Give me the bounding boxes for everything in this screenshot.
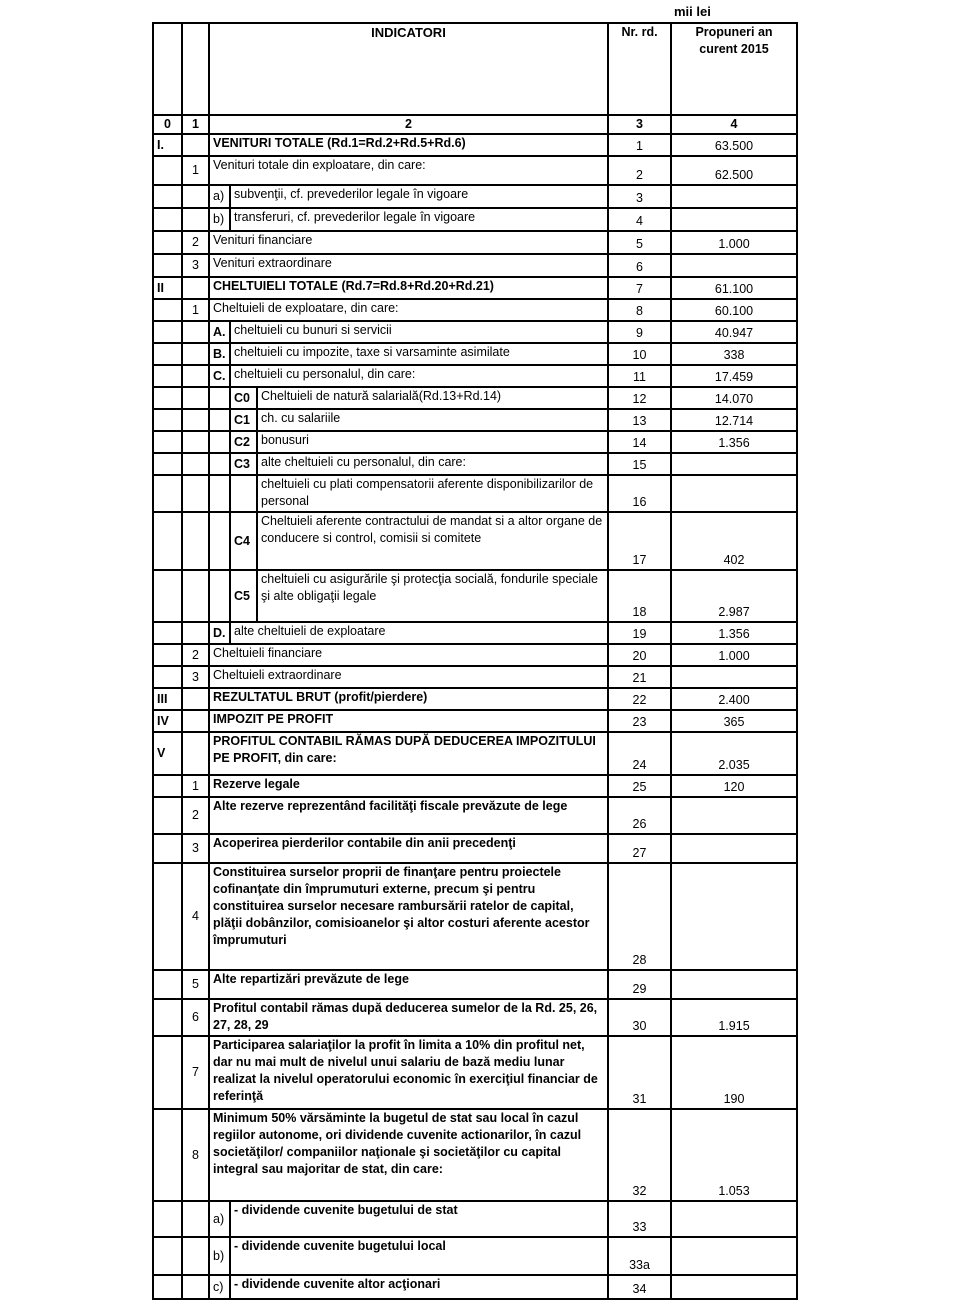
table-row (153, 208, 797, 231)
proposal-value-cell: 63.500 (671, 134, 797, 156)
index-cell (182, 512, 209, 570)
table-row (153, 644, 797, 666)
proposal-value-cell (671, 970, 797, 999)
budget-table (152, 22, 798, 1300)
row-number-cell: 23 (608, 710, 671, 732)
indicator-label: cheltuieli cu bunuri si servicii (230, 321, 608, 343)
proposal-value-cell: 338 (671, 343, 797, 365)
index-cell: 1 (182, 775, 209, 797)
sub-code-cell: C1 (230, 409, 257, 431)
roman-cell (153, 622, 182, 644)
roman-cell (153, 666, 182, 688)
indicator-label: transferuri, cf. prevederilor legale în vigoare (230, 208, 608, 231)
table-row (153, 277, 797, 299)
index-cell (182, 475, 209, 512)
indicator-label: Cheltuieli de natură salarială(Rd.13+Rd.14) (257, 387, 608, 409)
index-cell (182, 343, 209, 365)
sub-code-cell: C5 (230, 570, 257, 622)
roman-cell: V (153, 732, 182, 775)
indicator-label: PROFITUL CONTABIL RĂMAS DUPĂ DEDUCEREA IMPOZITULUI PE PROFIT, din care: (209, 732, 608, 775)
index-cell: 4 (182, 863, 209, 970)
indicator-label: bonusuri (257, 431, 608, 453)
roman-cell (153, 185, 182, 208)
row-number-cell: 34 (608, 1275, 671, 1299)
table-row (153, 863, 797, 970)
roman-cell (153, 208, 182, 231)
index-cell: 7 (182, 1036, 209, 1109)
table-row (153, 1201, 797, 1237)
indicator-label: - dividende cuvenite bugetului local (230, 1237, 608, 1275)
header-nr-rd: Nr. rd. (608, 23, 671, 115)
column-number-row (153, 115, 797, 134)
table-row (153, 1036, 797, 1109)
table-row (153, 710, 797, 732)
table-row (153, 797, 797, 834)
proposal-value-cell: 1.356 (671, 622, 797, 644)
proposal-value-cell (671, 1237, 797, 1275)
proposal-value-cell (671, 208, 797, 231)
row-number-cell: 24 (608, 732, 671, 775)
index-cell: 2 (182, 644, 209, 666)
index-cell: 2 (182, 797, 209, 834)
index-cell (182, 134, 209, 156)
row-number-cell: 15 (608, 453, 671, 475)
sub-code-cell: C3 (230, 453, 257, 475)
indicator-label: Alte rezerve reprezentând facilităţi fiscale prevăzute de lege (209, 797, 608, 834)
letter-cell (209, 512, 230, 570)
table-row (153, 1275, 797, 1299)
sub-code-cell: C4 (230, 512, 257, 570)
proposal-value-cell: 1.053 (671, 1109, 797, 1201)
row-number-cell: 28 (608, 863, 671, 970)
roman-cell (153, 231, 182, 254)
row-number-cell: 1 (608, 134, 671, 156)
indicator-label: - dividende cuvenite altor acţionari (230, 1275, 608, 1299)
proposal-value-cell: 190 (671, 1036, 797, 1109)
proposal-value-cell: 40.947 (671, 321, 797, 343)
index-cell (182, 453, 209, 475)
indicator-label: Venituri financiare (209, 231, 608, 254)
indicator-label: cheltuieli cu impozite, taxe si varsaminte asimilate (230, 343, 608, 365)
table-row (153, 570, 797, 622)
table-row (153, 321, 797, 343)
index-cell (182, 1237, 209, 1275)
index-cell: 3 (182, 666, 209, 688)
indicator-label: Venituri extraordinare (209, 254, 608, 277)
row-number-cell: 25 (608, 775, 671, 797)
letter-cell: B. (209, 343, 230, 365)
row-number-cell: 18 (608, 570, 671, 622)
letter-cell (209, 387, 230, 409)
indicator-label: ch. cu salariile (257, 409, 608, 431)
proposal-value-cell: 2.400 (671, 688, 797, 710)
row-number-cell: 12 (608, 387, 671, 409)
letter-cell: b) (209, 208, 230, 231)
index-cell: 1 (182, 299, 209, 321)
header-propuneri: Propuneri an curent 2015 (671, 23, 797, 115)
roman-cell (153, 999, 182, 1036)
proposal-value-cell (671, 834, 797, 863)
index-cell: 2 (182, 231, 209, 254)
table-row (153, 343, 797, 365)
table-row (153, 431, 797, 453)
roman-cell (153, 365, 182, 387)
roman-cell (153, 453, 182, 475)
proposal-value-cell: 120 (671, 775, 797, 797)
header-col1 (182, 23, 209, 115)
roman-cell (153, 1109, 182, 1201)
roman-cell (153, 797, 182, 834)
roman-cell (153, 156, 182, 185)
proposal-value-cell (671, 1275, 797, 1299)
proposal-value-cell: 60.100 (671, 299, 797, 321)
row-number-cell: 33a (608, 1237, 671, 1275)
row-number-cell: 19 (608, 622, 671, 644)
roman-cell (153, 409, 182, 431)
proposal-value-cell: 2.987 (671, 570, 797, 622)
table-row (153, 1237, 797, 1275)
index-cell (182, 732, 209, 775)
letter-cell: c) (209, 1275, 230, 1299)
proposal-value-cell: 1.000 (671, 644, 797, 666)
sub-code-cell: C0 (230, 387, 257, 409)
colnum-2: 2 (209, 115, 608, 134)
roman-cell (153, 1275, 182, 1299)
index-cell (182, 277, 209, 299)
proposal-value-cell (671, 254, 797, 277)
row-number-cell: 2 (608, 156, 671, 185)
header-row (153, 23, 797, 115)
table-row (153, 134, 797, 156)
index-cell (182, 431, 209, 453)
indicator-label: subvenţii, cf. prevederilor legale în vigoare (230, 185, 608, 208)
indicator-label: cheltuieli cu plati compensatorii aferente disponibilizarilor de personal (257, 475, 608, 512)
row-number-cell: 10 (608, 343, 671, 365)
table-row (153, 775, 797, 797)
letter-cell: C. (209, 365, 230, 387)
row-number-cell: 8 (608, 299, 671, 321)
row-number-cell: 21 (608, 666, 671, 688)
proposal-value-cell: 62.500 (671, 156, 797, 185)
roman-cell: I. (153, 134, 182, 156)
row-number-cell: 22 (608, 688, 671, 710)
index-cell (182, 387, 209, 409)
roman-cell (153, 1237, 182, 1275)
roman-cell (153, 644, 182, 666)
proposal-value-cell: 12.714 (671, 409, 797, 431)
row-number-cell: 4 (608, 208, 671, 231)
unit-label: mii lei (674, 4, 711, 19)
table-row (153, 1109, 797, 1201)
indicator-label: cheltuieli cu asigurările şi protecţia socială, fondurile speciale şi alte obligaţii legale (257, 570, 608, 622)
roman-cell (153, 387, 182, 409)
colnum-1: 1 (182, 115, 209, 134)
proposal-value-cell: 402 (671, 512, 797, 570)
index-cell: 6 (182, 999, 209, 1036)
indicator-label: Profitul contabil rămas după deducerea sumelor de la Rd. 25, 26, 27, 28, 29 (209, 999, 608, 1036)
roman-cell: IV (153, 710, 182, 732)
indicator-label: Cheltuieli de exploatare, din care: (209, 299, 608, 321)
proposal-value-cell (671, 863, 797, 970)
table-row (153, 688, 797, 710)
row-number-cell: 17 (608, 512, 671, 570)
index-cell (182, 409, 209, 431)
index-cell (182, 622, 209, 644)
table-row (153, 622, 797, 644)
table-row (153, 732, 797, 775)
table-row (153, 666, 797, 688)
indicator-label: Venituri totale din exploatare, din care: (209, 156, 608, 185)
roman-cell (153, 431, 182, 453)
colnum-4: 4 (671, 115, 797, 134)
indicator-label: Minimum 50% vărsăminte la bugetul de stat sau local în cazul regiilor autonome, ori dividende cuvenite actionarilor, în cazul societăţilor/ companiilor naţionale şi societăţilor cu capital integral sau majoritar de stat, din care: (209, 1109, 608, 1201)
letter-cell: A. (209, 321, 230, 343)
letter-cell: b) (209, 1237, 230, 1275)
proposal-value-cell (671, 453, 797, 475)
row-number-cell: 31 (608, 1036, 671, 1109)
sub-code-cell (230, 475, 257, 512)
indicator-label: Alte repartizări prevăzute de lege (209, 970, 608, 999)
index-cell (182, 365, 209, 387)
proposal-value-cell: 14.070 (671, 387, 797, 409)
table-row (153, 185, 797, 208)
table-row (153, 254, 797, 277)
table-row (153, 512, 797, 570)
index-cell (182, 185, 209, 208)
row-number-cell: 3 (608, 185, 671, 208)
index-cell (182, 570, 209, 622)
proposal-value-cell: 1.356 (671, 431, 797, 453)
roman-cell (153, 475, 182, 512)
roman-cell (153, 343, 182, 365)
letter-cell: a) (209, 185, 230, 208)
index-cell (182, 208, 209, 231)
table-row (153, 834, 797, 863)
indicator-label: Cheltuieli financiare (209, 644, 608, 666)
table-row (153, 365, 797, 387)
row-number-cell: 32 (608, 1109, 671, 1201)
row-number-cell: 13 (608, 409, 671, 431)
row-number-cell: 9 (608, 321, 671, 343)
row-number-cell: 14 (608, 431, 671, 453)
roman-cell (153, 863, 182, 970)
sub-code-cell: C2 (230, 431, 257, 453)
colnum-3: 3 (608, 115, 671, 134)
table-row (153, 453, 797, 475)
proposal-value-cell: 1.000 (671, 231, 797, 254)
roman-cell (153, 1036, 182, 1109)
letter-cell (209, 409, 230, 431)
letter-cell (209, 475, 230, 512)
row-number-cell: 16 (608, 475, 671, 512)
index-cell (182, 710, 209, 732)
index-cell: 1 (182, 156, 209, 185)
index-cell (182, 1201, 209, 1237)
letter-cell: D. (209, 622, 230, 644)
colnum-0: 0 (153, 115, 182, 134)
proposal-value-cell: 365 (671, 710, 797, 732)
letter-cell (209, 453, 230, 475)
indicator-label: - dividende cuvenite bugetului de stat (230, 1201, 608, 1237)
roman-cell (153, 834, 182, 863)
row-number-cell: 5 (608, 231, 671, 254)
row-number-cell: 20 (608, 644, 671, 666)
indicator-label: cheltuieli cu personalul, din care: (230, 365, 608, 387)
indicator-label: Participarea salariaţilor la profit în limita a 10% din profitul net, dar nu mai mult de nivelul unui salariu de bază mediu lunar realizat la nivelul operatorului economic în exerciţiul financiar de referinţă (209, 1036, 608, 1109)
roman-cell (153, 512, 182, 570)
proposal-value-cell (671, 666, 797, 688)
indicator-label: IMPOZIT PE PROFIT (209, 710, 608, 732)
indicator-label: Rezerve legale (209, 775, 608, 797)
table-row (153, 970, 797, 999)
row-number-cell: 33 (608, 1201, 671, 1237)
table-row (153, 231, 797, 254)
proposal-value-cell: 17.459 (671, 365, 797, 387)
roman-cell (153, 299, 182, 321)
index-cell: 5 (182, 970, 209, 999)
index-cell (182, 1275, 209, 1299)
proposal-value-cell: 1.915 (671, 999, 797, 1036)
index-cell: 3 (182, 254, 209, 277)
proposal-value-cell: 61.100 (671, 277, 797, 299)
header-col0 (153, 23, 182, 115)
table-row (153, 299, 797, 321)
letter-cell: a) (209, 1201, 230, 1237)
letter-cell (209, 431, 230, 453)
row-number-cell: 30 (608, 999, 671, 1036)
header-indicatori: INDICATORI (209, 23, 608, 115)
proposal-value-cell (671, 797, 797, 834)
indicator-label: Acoperirea pierderilor contabile din anii precedenţi (209, 834, 608, 863)
indicator-label: alte cheltuieli cu personalul, din care: (257, 453, 608, 475)
indicator-label: CHELTUIELI TOTALE (Rd.7=Rd.8+Rd.20+Rd.21) (209, 277, 608, 299)
roman-cell: III (153, 688, 182, 710)
indicator-label: REZULTATUL BRUT (profit/pierdere) (209, 688, 608, 710)
table-row (153, 475, 797, 512)
indicator-label: Constituirea surselor proprii de finanţare pentru proiectele cofinanţate din împrumuturi externe, precum şi pentru constituirea surselor necesare rambursării ratelor de capital, plăţii dobânzilor, comisioanelor şi altor costuri aferente acestor împrumuturi (209, 863, 608, 970)
letter-cell (209, 570, 230, 622)
index-cell: 3 (182, 834, 209, 863)
indicator-label: VENITURI TOTALE (Rd.1=Rd.2+Rd.5+Rd.6) (209, 134, 608, 156)
proposal-value-cell (671, 475, 797, 512)
roman-cell (153, 970, 182, 999)
table-row (153, 387, 797, 409)
table-row (153, 999, 797, 1036)
table-row (153, 156, 797, 185)
roman-cell (153, 321, 182, 343)
roman-cell: II (153, 277, 182, 299)
table-row (153, 409, 797, 431)
roman-cell (153, 1201, 182, 1237)
indicator-label: alte cheltuieli de exploatare (230, 622, 608, 644)
roman-cell (153, 570, 182, 622)
proposal-value-cell (671, 185, 797, 208)
row-number-cell: 29 (608, 970, 671, 999)
proposal-value-cell: 2.035 (671, 732, 797, 775)
row-number-cell: 26 (608, 797, 671, 834)
indicator-label: Cheltuieli aferente contractului de mandat si a altor organe de conducere si control, comisii si comitete (257, 512, 608, 570)
proposal-value-cell (671, 1201, 797, 1237)
row-number-cell: 11 (608, 365, 671, 387)
index-cell (182, 321, 209, 343)
roman-cell (153, 775, 182, 797)
row-number-cell: 7 (608, 277, 671, 299)
index-cell: 8 (182, 1109, 209, 1201)
roman-cell (153, 254, 182, 277)
indicator-label: Cheltuieli extraordinare (209, 666, 608, 688)
row-number-cell: 6 (608, 254, 671, 277)
index-cell (182, 688, 209, 710)
row-number-cell: 27 (608, 834, 671, 863)
